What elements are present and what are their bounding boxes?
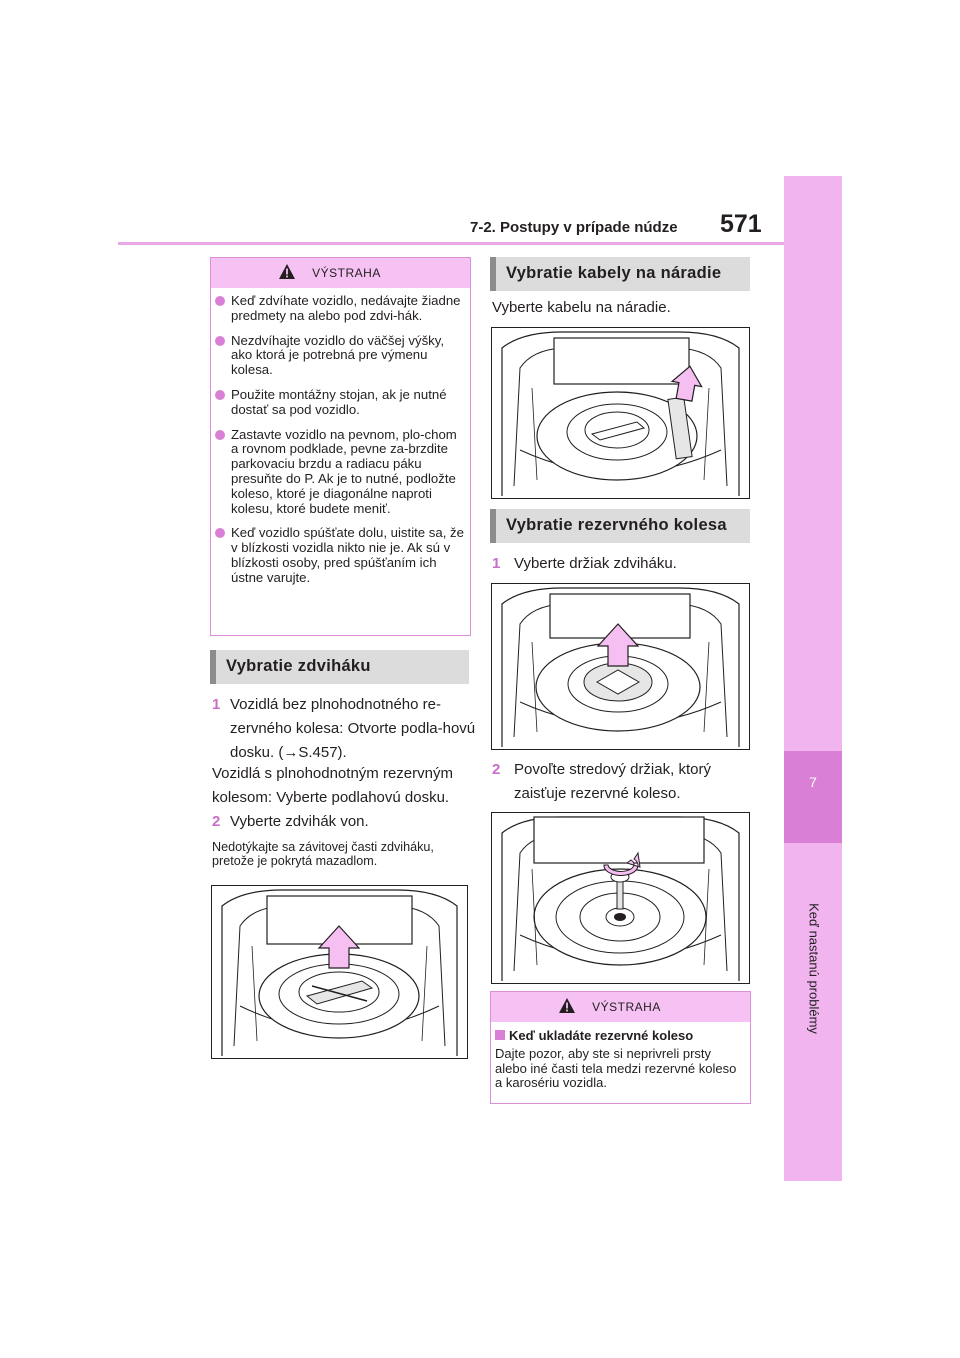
paragraph: Vozidlá s plnohodnotným rezervným kolesom: Vyberte podlahovú dosku. xyxy=(212,765,453,806)
warning-header xyxy=(211,258,470,288)
chapter-label: Keď nastanú problémy xyxy=(806,903,822,1034)
trunk-toolbag-illustration xyxy=(492,328,749,498)
heading-jack-removal: Vybratie zdviháku xyxy=(210,650,469,684)
tool-bag-text: Vyberte kabelu na náradie. xyxy=(492,299,671,316)
warning-header xyxy=(491,992,750,1022)
figure-jack-removal xyxy=(211,885,468,1059)
section-title: 7-2. Postupy v prípade núdze xyxy=(470,219,678,236)
warning-item: Nezdvíhajte vozidlo do väčšej výšky, ako ktorá je potrebná pre výmenu kolesa. xyxy=(215,334,464,378)
step-number: 2 xyxy=(212,813,221,830)
chapter-number: 7 xyxy=(809,774,817,790)
warning-list xyxy=(211,288,470,586)
step-text: Vyberte zdvihák von. xyxy=(230,813,369,830)
page-number: 571 xyxy=(720,210,762,238)
step-1 xyxy=(212,693,492,765)
step-text: Vyberte držiak zdviháku. xyxy=(514,555,677,572)
bullet-icon xyxy=(215,390,225,400)
spare-step-2 xyxy=(492,758,754,806)
warning-content xyxy=(491,1022,750,1091)
chapter-marker xyxy=(784,751,842,843)
figure-tool-bag xyxy=(491,327,750,499)
warning-title: VÝSTRAHA xyxy=(592,1000,661,1014)
step-number: 1 xyxy=(492,555,501,572)
chapter-side-tab xyxy=(784,176,842,1181)
warning-item: Keď zdvíhate vozidlo, nedávajte žiadne predmety na alebo pod zdvi-hák. xyxy=(215,294,464,324)
step-text: Vozidlá bez plnohodnotného re-zervného kolesa: Otvorte podla-hovú dosku. (→S.457). xyxy=(230,696,476,761)
figure-jack-holder xyxy=(491,583,750,750)
heading-spare-wheel: Vybratie rezervného kolesa xyxy=(490,509,750,543)
spare-step-1 xyxy=(492,552,774,576)
warning-item: Zastavte vozidlo na pevnom, plo-chom a rovnom podklade, pevne za-brzdite parkovaciu brzdu a radiacu páku presuňte do P. Ak je to nutné, podložte koleso, ktoré je diagonálne naproti kolesu, ktoré budete meniť. xyxy=(215,428,464,517)
trunk-jack-holder-illustration xyxy=(492,584,749,749)
warning-item: Keď vozidlo spúšťate dolu, uistite sa, že v blízkosti vozidla nikto nie je. Ak sú v blízkosti osoby, pred spúšťaním ich ústne varujte. xyxy=(215,526,464,585)
figure-spare-wheel xyxy=(491,812,750,984)
warning-item: Použite montážny stojan, ak je nutné dostať sa pod vozidlo. xyxy=(215,388,464,418)
warning-box xyxy=(210,257,471,636)
heading-tool-bag: Vybratie kabely na náradie xyxy=(490,257,750,291)
bullet-icon xyxy=(215,528,225,538)
step-2 xyxy=(212,810,492,834)
warning-title: VÝSTRAHA xyxy=(312,266,381,280)
header-rule xyxy=(118,242,784,245)
step-text: Povoľte stredový držiak, ktorý zaisťuje rezervné koleso. xyxy=(514,761,711,802)
step-number: 1 xyxy=(212,696,221,713)
warning-subheading: Keď ukladáte rezervné koleso xyxy=(495,1028,744,1043)
trunk-spare-wheel-illustration xyxy=(492,813,749,983)
trunk-jack-illustration xyxy=(212,886,467,1058)
step-number: 2 xyxy=(492,761,501,778)
square-bullet-icon xyxy=(495,1030,505,1040)
note-text: Nedotýkajte sa závitovej časti zdviháku, pretože je pokrytá mazadlom. xyxy=(212,840,434,868)
bullet-icon xyxy=(215,430,225,440)
bullet-icon xyxy=(215,296,225,306)
warning-box-bottom xyxy=(490,991,751,1104)
warning-text: Dajte pozor, aby ste si neprivreli prsty alebo iné časti tela medzi rezervné koleso a karosériu vozidla. xyxy=(495,1046,737,1091)
bullet-icon xyxy=(215,336,225,346)
